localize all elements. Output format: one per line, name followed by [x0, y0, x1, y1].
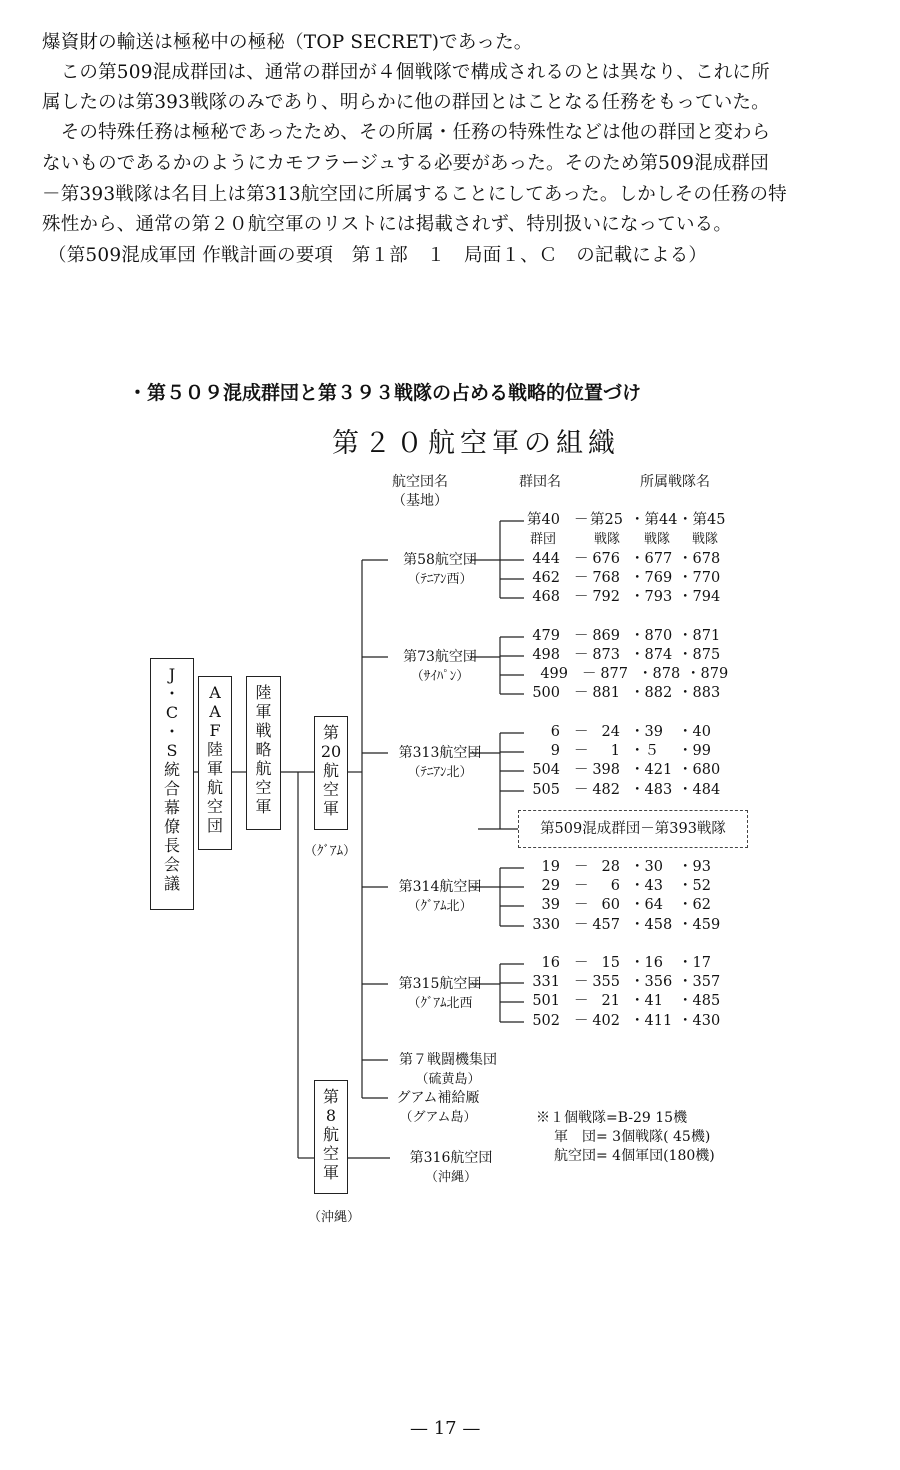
squadron-cell: ・459 [678, 917, 721, 933]
group-cell: 498 [532, 647, 560, 663]
squadron-label: 戦隊 [643, 532, 670, 547]
dash: － [574, 762, 589, 778]
group-cell: 331 [532, 974, 560, 990]
dash: － [574, 1013, 589, 1029]
squadron-cell: ・870 [630, 628, 673, 644]
text-line: －第393戦隊は名目上は第313航空団に所属することにしてあった。しかしその任務の特 [42, 184, 787, 205]
org-chart-title: 第２０航空軍の組織 [332, 428, 620, 459]
dash: － [574, 628, 589, 644]
text-line: （第509混成軍団 作戦計画の要項 第１部 １ 局面１、Ｃ の記載による） [48, 245, 708, 266]
squadron-cell: 869 [592, 628, 620, 644]
squadron-cell: 21 [601, 993, 620, 1009]
aaf-box: A A F 陸 軍 航 空 団 [198, 676, 232, 850]
group-cell: 502 [532, 1013, 560, 1029]
squadron-cell: ・356 [630, 974, 673, 990]
group-cell: 504 [532, 762, 560, 778]
group-cell: 6 [550, 724, 560, 740]
header-squadron: 所属戦隊名 [640, 474, 710, 490]
dash: － [574, 551, 589, 567]
dash: － [574, 570, 589, 586]
squadron-cell: ・62 [678, 897, 711, 913]
fighter-command [388, 1051, 508, 1089]
text-line: 属したのは第393戦隊のみであり、明らかに他の群団とはことなる任務をもっていた。 [42, 92, 770, 113]
squadron-cell: ・875 [678, 647, 721, 663]
squadron-cell: ・99 [678, 743, 711, 759]
squadron-cell: ・43 [630, 878, 663, 894]
group-cell: 39 [541, 897, 560, 913]
group-label: 群団 [529, 532, 556, 547]
squadron-cell: ・430 [678, 1013, 721, 1029]
wing-base: （ﾃﾆｱﾝ西） [407, 572, 473, 587]
squadron-cell: 402 [592, 1013, 620, 1029]
section-title: ・第５０９混成群団と第３９３戦隊の占める戦略的位置づけ [128, 382, 642, 404]
squadron-cell: ・878 [638, 666, 681, 682]
note-line: 軍 団= 3個戦隊( 45機) [554, 1129, 711, 1145]
dash: － [574, 955, 589, 971]
squadron-cell: ・41 [630, 993, 663, 1009]
squadron-cell: ・794 [678, 589, 721, 605]
squadron-cell: ・871 [678, 628, 721, 644]
squadron-cell: 881 [592, 685, 620, 701]
squadron-cell: 第25 [590, 512, 623, 528]
header-group: 群団名 [519, 474, 561, 490]
wing-316 [396, 1149, 506, 1187]
jcs-box: J ・ C ・ S 統 合 幕 僚 長 会 議 [150, 658, 194, 910]
af8-box: 第 8 航 空 軍 [314, 1080, 348, 1194]
dash: － [574, 647, 589, 663]
group-cell: 9 [550, 743, 560, 759]
squadron-cell: ・17 [678, 955, 711, 971]
wing-name: 第58航空団 [403, 552, 477, 568]
squadron-cell: ・411 [630, 1013, 673, 1029]
special-group-509: 第509混成群団－第393戦隊 [518, 810, 748, 848]
dash: － [574, 685, 589, 701]
group-cell: 479 [532, 628, 560, 644]
dash: － [574, 589, 589, 605]
squadron-cell: ・357 [678, 974, 721, 990]
wing-315 [385, 975, 495, 1013]
fighter-command-base: （硫黄島） [415, 1072, 481, 1087]
wing-314 [385, 878, 495, 916]
group-cell: 19 [541, 859, 560, 875]
squadron-cell: ・458 [630, 917, 673, 933]
squadron-cell: ・第45 [678, 512, 726, 528]
group-cell: 第40 [527, 512, 560, 528]
group-cell: 500 [532, 685, 560, 701]
squadron-cell: 877 [600, 666, 628, 682]
group-cell: 468 [532, 589, 560, 605]
squadron-cell: ・483 [630, 782, 673, 798]
af20-box: 第 20 航 空 軍 [314, 716, 348, 830]
squadron-cell: ・93 [678, 859, 711, 875]
guam-depot-base: （グアム島） [399, 1110, 477, 1125]
squadron-cell: ・793 [630, 589, 673, 605]
squadron-label: 戦隊 [691, 532, 718, 547]
note-line: ※１個戦隊=B-29 15機 [536, 1110, 688, 1126]
group-cell: 462 [532, 570, 560, 586]
fighter-command-name: 第７戦闘機集団 [399, 1052, 497, 1068]
text-line: ないものであるかのようにカモフラージュする必要があった。そのため第509混成群団 [42, 153, 769, 174]
squadron-cell: ・40 [678, 724, 711, 740]
dash: － [574, 512, 589, 528]
wing-name: 第314航空団 [398, 879, 482, 895]
squadron-cell: 28 [601, 859, 620, 875]
squadron-cell: ・770 [678, 570, 721, 586]
text-line: この第509混成群団は、通常の群団が４個戦隊で構成されるのとは異なり、これに所 [42, 62, 770, 83]
wing-316-base: （沖縄） [424, 1170, 477, 1185]
group-cell: 330 [532, 917, 560, 933]
squadron-cell: ・882 [630, 685, 673, 701]
page-number: — 17 — [410, 1418, 481, 1439]
squadron-cell: ・485 [678, 993, 721, 1009]
squadron-cell: ・680 [678, 762, 721, 778]
wing-base: （ｸﾞｱﾑ北西 [407, 996, 473, 1011]
wing-base: （ｸﾞｱﾑ北） [407, 899, 473, 914]
squadron-cell: ・５ [630, 743, 659, 759]
squadron-cell: 24 [601, 724, 620, 740]
squadron-cell: 768 [592, 570, 620, 586]
squadron-cell: 398 [592, 762, 620, 778]
group-cell: 499 [540, 666, 568, 682]
wing-73 [385, 648, 495, 686]
af8-base: （沖縄） [308, 1210, 361, 1225]
squadron-cell: ・39 [630, 724, 663, 740]
squadron-cell: ・第44 [630, 512, 678, 528]
squadron-cell: ・874 [630, 647, 673, 663]
text-line: その特殊任務は極秘であったため、その所属・任務の特殊性などは他の群団と変わら [42, 122, 771, 143]
dash: － [574, 859, 589, 875]
squadron-cell: 482 [592, 782, 620, 798]
squadron-cell: ・484 [678, 782, 721, 798]
wing-name: 第315航空団 [398, 976, 482, 992]
squadron-cell: 1 [610, 743, 620, 759]
dash: － [574, 993, 589, 1009]
note-line: 航空団= 4個軍団(180機) [554, 1148, 715, 1164]
wing-58 [385, 551, 495, 589]
strategic-af-box: 陸 軍 戦 略 航 空 軍 [246, 676, 281, 830]
squadron-cell: 792 [592, 589, 620, 605]
squadron-cell: ・30 [630, 859, 663, 875]
af20-base: （ｸﾞｱﾑ） [304, 844, 357, 859]
header-wing-sub: （基地） [392, 493, 448, 509]
dash: － [574, 974, 589, 990]
squadron-cell: 6 [610, 878, 620, 894]
squadron-cell: 60 [601, 897, 620, 913]
wing-base: （ﾃﾆｱﾝ北） [407, 765, 473, 780]
text-line: 爆資財の輸送は極秘中の極秘（TOP SECRET)であった。 [42, 32, 533, 53]
dash: － [574, 743, 589, 759]
squadron-cell: ・64 [630, 897, 663, 913]
squadron-cell: 873 [592, 647, 620, 663]
dash: － [574, 724, 589, 740]
squadron-cell: 676 [592, 551, 620, 567]
group-cell: 16 [541, 955, 560, 971]
wing-313 [385, 744, 495, 782]
dash: － [574, 897, 589, 913]
dash: － [574, 917, 589, 933]
squadron-cell: 457 [592, 917, 620, 933]
wing-name: 第313航空団 [398, 745, 482, 761]
guam-depot [386, 1089, 490, 1127]
dash: － [574, 878, 589, 894]
squadron-cell: 355 [592, 974, 620, 990]
squadron-cell: ・677 [630, 551, 673, 567]
group-cell: 29 [541, 878, 560, 894]
squadron-cell: ・769 [630, 570, 673, 586]
squadron-cell: ・883 [678, 685, 721, 701]
dash: － [574, 782, 589, 798]
wing-316-name: 第316航空団 [409, 1150, 493, 1166]
group-cell: 505 [532, 782, 560, 798]
squadron-cell: ・16 [630, 955, 663, 971]
wing-base: （ｻｲﾊﾟﾝ） [410, 669, 470, 684]
text-line: 殊性から、通常の第２０航空軍のリストには掲載されず、特別扱いになっている。 [42, 214, 733, 235]
squadron-label: 戦隊 [593, 532, 620, 547]
wing-name: 第73航空団 [403, 649, 477, 665]
group-cell: 501 [532, 993, 560, 1009]
squadron-cell: ・421 [630, 762, 673, 778]
header-wing-label: 航空団名 [392, 474, 448, 490]
group-cell: 444 [532, 551, 560, 567]
squadron-cell: ・52 [678, 878, 711, 894]
dash: － [582, 666, 597, 682]
unit-note [536, 1109, 715, 1166]
squadron-cell: 15 [601, 955, 620, 971]
guam-depot-name: グアム補給厰 [396, 1090, 480, 1106]
squadron-cell: ・879 [686, 666, 729, 682]
squadron-cell: ・678 [678, 551, 721, 567]
